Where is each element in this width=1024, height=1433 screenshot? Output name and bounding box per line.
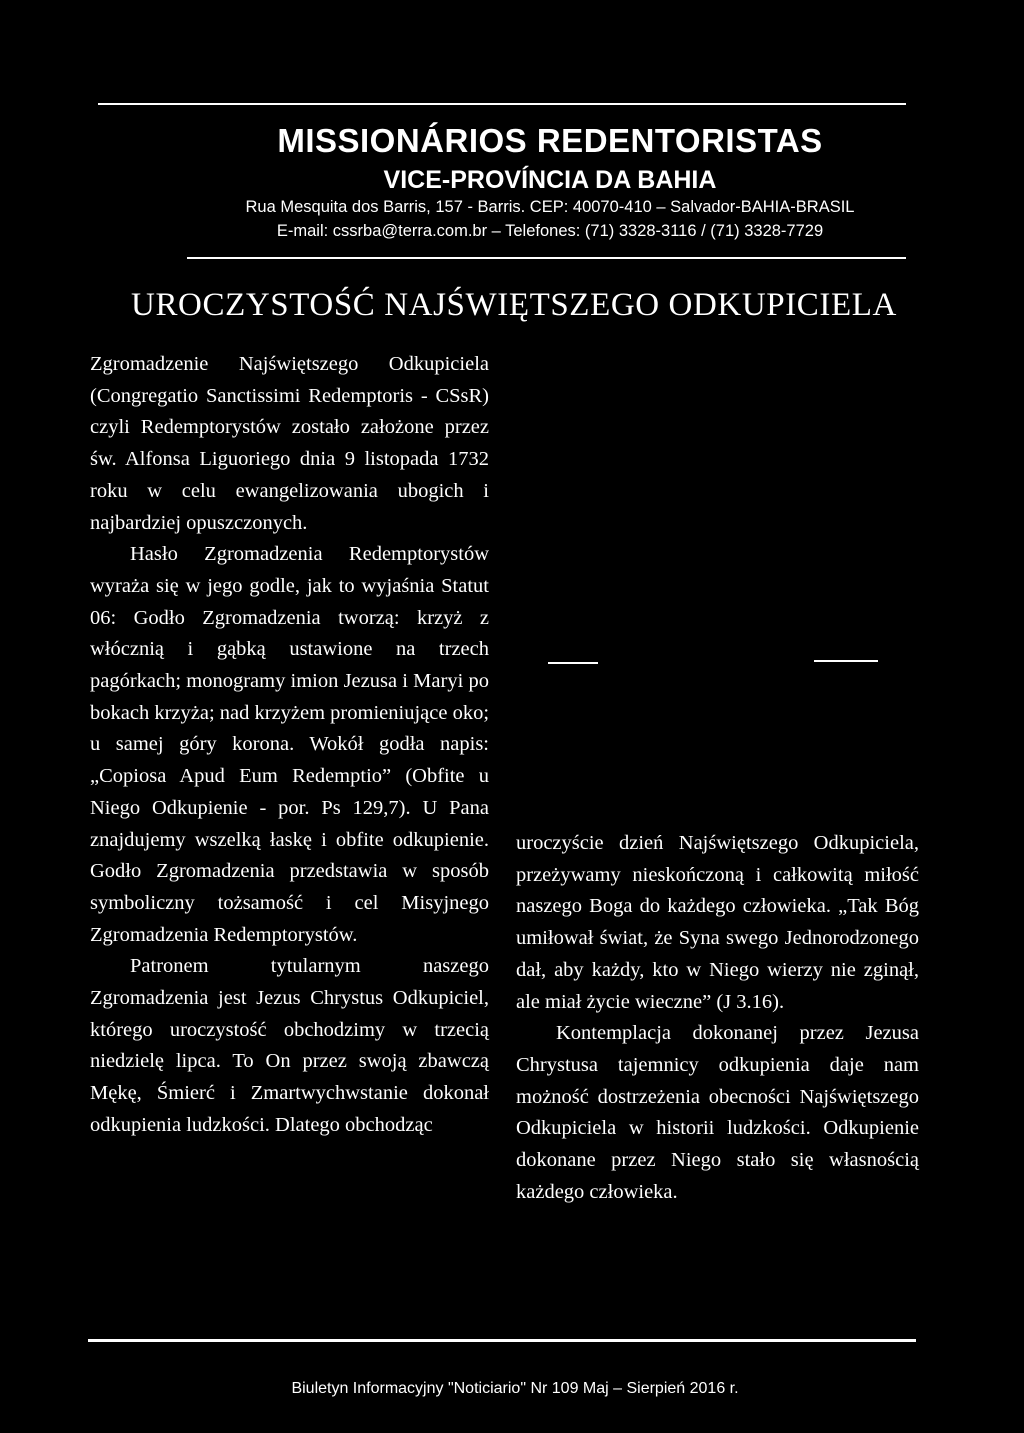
footer-rule bbox=[88, 1339, 916, 1342]
header-subtitle: VICE-PROVÍNCIA DA BAHIA bbox=[383, 166, 717, 194]
right-paragraph-2: Kontemplacja dokonanej przez Jezusa Chrystusa tajemnicy odkupienia daje nam możność dostrzeżenia obecności Najświętszego Odkupiciela w historii ludzkości. Odkupienie dokonane przez Niego stało się własnością każdego człowieka. bbox=[516, 1022, 919, 1203]
left-paragraph-2: Hasło Zgromadzenia Redemptorystów wyraża się w jego godle, jak to wyjaśnia Statut 06: Godło Zgromadzenia tworzą: krzyż z włócznią i gąbką ustawione na trzech pagórkach; monogramy imion Jezusa i Maryi po bokach krzyża; nad krzyżem promieniujące oko; u samej góry korona. Wokół godła napis: „Copiosa Apud Eum Redemptio” (Obfite u Niego Odkupienie - por. Ps 129,7). U Pana znajdujemy wszelką łaskę i obfite odkupienie. Godło Zgromadzenia przedstawia w sposób symboliczny tożsamość i cel Misyjnego Zgromadzenia Redemptorystów. bbox=[90, 543, 490, 946]
left-paragraph-1: Zgromadzenie Najświętszego Odkupiciela (Congregatio Sanctissimi Redemptoris - CSsR) czyli Redemptorystów zostało założone przez św. Alfonsa Liguoriego dnia 9 listopada 1732 roku w celu ewangelizowania ubogich i najbardziej opuszczonych. bbox=[90, 353, 489, 534]
decorative-dash-left bbox=[548, 662, 598, 664]
header-bottom-rule bbox=[187, 257, 906, 259]
header-address: Rua Mesquita dos Barris, 157 - Barris. CEP: 40070-410 – Salvador-BAHIA-BRASIL bbox=[245, 198, 855, 216]
header-title: MISSIONÁRIOS REDENTORISTAS bbox=[277, 122, 823, 159]
header-contact: E-mail: cssrba@terra.com.br – Telefones: (71) 3328-3116 / (71) 3328-7729 bbox=[276, 222, 824, 240]
right-column bbox=[516, 828, 919, 1208]
left-column bbox=[90, 349, 489, 1142]
footer-text: Biuletyn Informacyjny "Noticiario" Nr 109 Maj – Sierpień 2016 r. bbox=[291, 1380, 739, 1397]
decorative-dash-right bbox=[814, 660, 878, 662]
article-title: UROCZYSTOŚĆ NAJŚWIĘTSZEGO ODKUPICIELA bbox=[131, 287, 897, 323]
header-top-rule bbox=[98, 103, 906, 105]
right-paragraph-1: uroczyście dzień Najświętszego Odkupiciela, przeżywamy nieskończoną i całkowitą miłość naszego Boga do każdego człowieka. „Tak Bóg umiłował świat, że Syna swego Jednorodzonego dał, aby każdy, kto w Niego wierzy nie zginął, ale miał życie wieczne” (J 3.16). bbox=[516, 832, 919, 1013]
left-paragraph-3: Patronem tytularnym naszego Zgromadzenia jest Jezus Chrystus Odkupiciel, którego uroczystość obchodzimy w trzecią niedzielę lipca. To On przez swoją zbawczą Mękę, Śmierć i Zmartwychwstanie dokonał odkupienia ludzkości. Dlatego obchodząc bbox=[90, 955, 489, 1136]
